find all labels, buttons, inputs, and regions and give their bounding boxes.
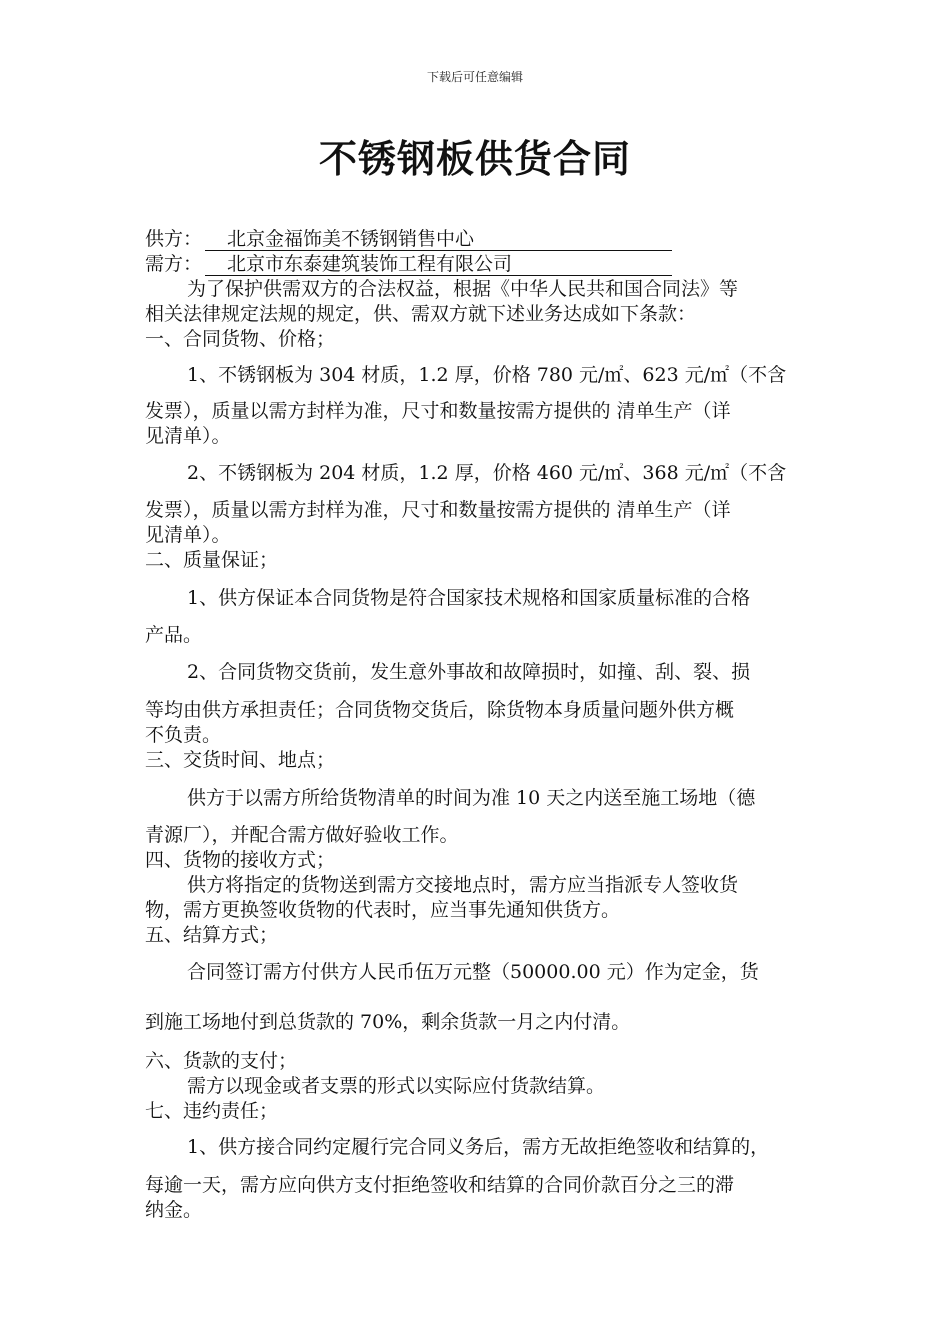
body-line: 产品。: [145, 624, 203, 646]
section-heading: 一、合同货物、价格；: [145, 328, 336, 350]
body-line: 1、供方接合同约定履行完合同义务后，需方无故拒绝签收和结算的，: [187, 1136, 770, 1158]
body-line: 发票），质量以需方封样为准，尺寸和数量按需方提供的 清单生产（详: [145, 400, 731, 422]
supplier-name: 北京金福饰美不锈钢销售中心: [205, 228, 672, 251]
supplier-line: [145, 226, 672, 252]
body-line: 物，需方更换签收货物的代表时，应当事先通知供货方。: [145, 899, 621, 921]
section-heading: 四、货物的接收方式；: [145, 849, 336, 871]
section-heading: 三、交货时间、地点；: [145, 749, 336, 771]
buyer-label: 需方：: [145, 253, 203, 275]
body-line: 供方将指定的货物送到需方交接地点时，需方应当指派专人签收货: [187, 874, 739, 896]
body-line: 到施工场地付到总货款的 70%，剩余货款一月之内付清。: [145, 1011, 631, 1033]
section-heading: 六、货款的支付；: [145, 1050, 298, 1072]
section-heading: 五、结算方式；: [145, 924, 279, 946]
buyer-line: [145, 251, 672, 277]
body-line: 1、供方保证本合同货物是符合国家技术规格和国家质量标准的合格: [187, 587, 751, 609]
section-heading: 二、质量保证；: [145, 549, 279, 571]
body-line: 为了保护供需双方的合法权益，根据《中华人民共和国合同法》等: [187, 278, 739, 300]
body-line: 相关法律规定法规的规定，供、需双方就下述业务达成如下条款：: [145, 303, 697, 325]
body-line: 供方于以需方所给货物清单的时间为准 10 天之内送至施工场地（德: [187, 787, 756, 809]
body-line: 2、不锈钢板为 204 材质，1.2 厚，价格 460 元/㎡、368 元/㎡（不含: [187, 462, 787, 484]
body-line: 每逾一天，需方应向供方支付拒绝签收和结算的合同价款百分之三的滞: [145, 1174, 735, 1196]
body-line: 青源厂），并配合需方做好验收工作。: [145, 824, 459, 846]
body-line: 不负责。: [145, 724, 222, 746]
body-line: 需方以现金或者支票的形式以实际应付货款结算。: [187, 1075, 606, 1097]
body-line: 发票），质量以需方封样为准，尺寸和数量按需方提供的 清单生产（详: [145, 499, 731, 521]
contract-title: 不锈钢板供货合同: [318, 137, 631, 181]
body-line: 见清单）。: [145, 524, 231, 546]
body-line: 2、合同货物交货前，发生意外事故和故障损时，如撞、刮、裂、损: [187, 661, 751, 683]
buyer-name: 北京市东泰建筑装饰工程有限公司: [205, 253, 672, 276]
supplier-label: 供方：: [145, 228, 203, 250]
section-heading: 七、违约责任；: [145, 1100, 279, 1122]
header-note: 下载后可任意编辑: [426, 70, 523, 84]
body-line: 合同签订需方付供方人民币伍万元整（50000.00 元）作为定金，货: [187, 961, 759, 983]
body-line: 纳金。: [145, 1199, 203, 1221]
body-line: 1、不锈钢板为 304 材质，1.2 厚，价格 780 元/㎡、623 元/㎡（不含: [187, 364, 787, 386]
body-line: 见清单）。: [145, 425, 231, 447]
body-line: 等均由供方承担责任；合同货物交货后，除货物本身质量问题外供方概: [145, 699, 735, 721]
